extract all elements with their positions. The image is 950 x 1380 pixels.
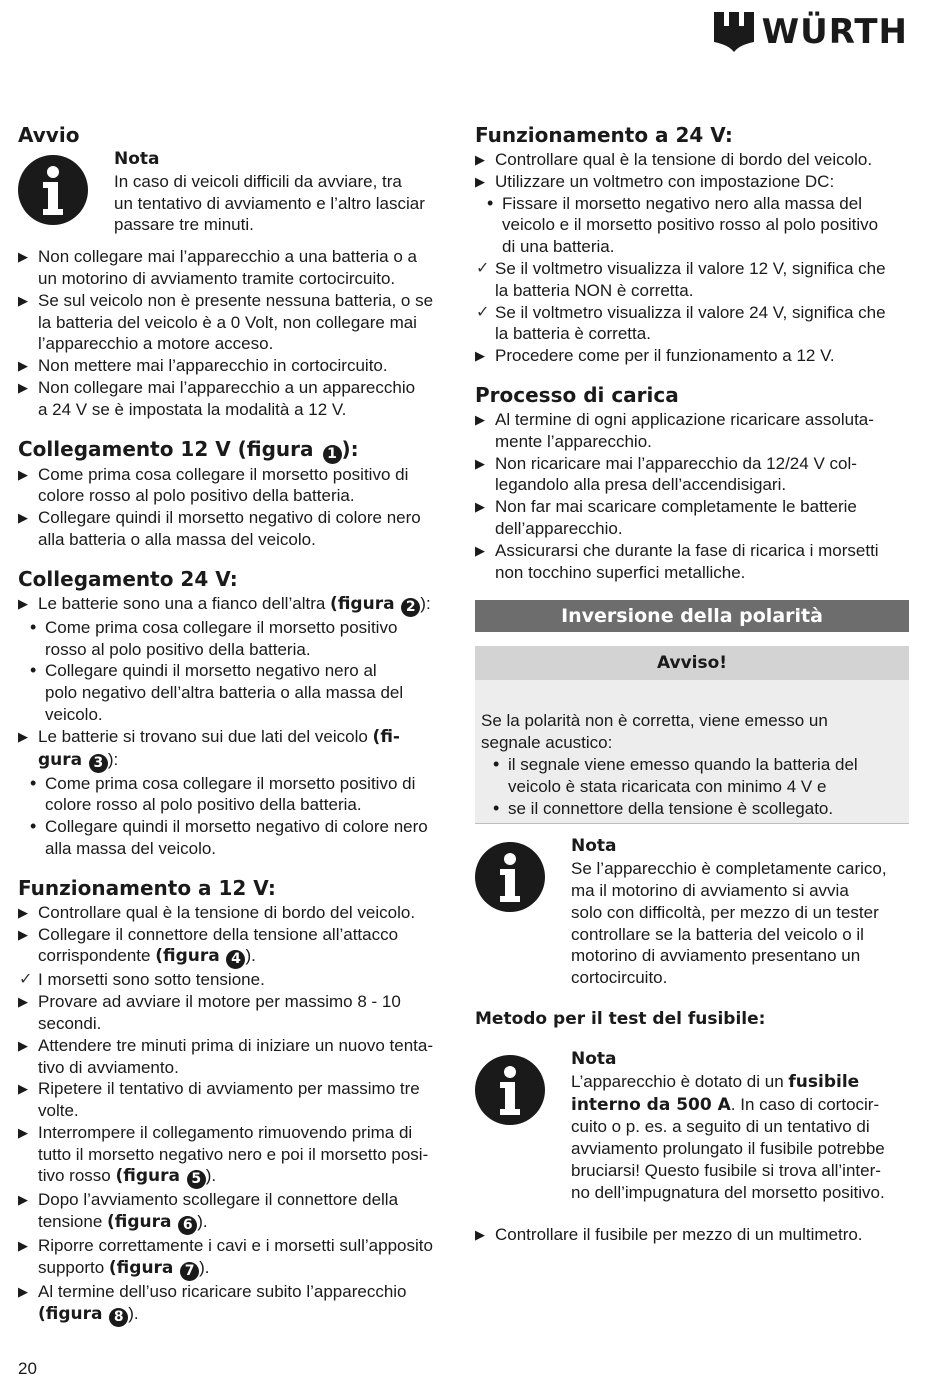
triangle-bullet-icon: ▶ — [475, 499, 485, 515]
figure-number-badge: 4 — [226, 950, 245, 969]
section-title-funzionamento-24v: Funzionamento a 24 V: — [475, 123, 733, 147]
list-item: ▶ Collegare il connettore della tensione all’attacco corrispondente (figura 4 ). — [18, 924, 399, 968]
triangle-bullet-icon: ▶ — [18, 1081, 28, 1097]
brand-name: WÜRTH — [761, 12, 908, 52]
list-item: ▶ Le batterie si trovano sui due lati del veicolo (fi- gura 3 ): — [18, 726, 400, 771]
triangle-bullet-icon: ▶ — [18, 249, 28, 265]
note-line: In caso di veicoli difficili da avviare, tra — [114, 171, 402, 191]
list-item: ▶ Non collegare mai l’apparecchio a una batteria o a un motorino di avviamento tramite cortocircuito. — [18, 247, 417, 288]
sub-list-item: • Collegare quindi il morsetto negativo di colore nero alla massa del veicolo. — [30, 816, 428, 858]
avvio-list — [18, 246, 456, 420]
note-title: Nota — [571, 1048, 617, 1069]
note-line: Se l’apparecchio è completamente carico, — [571, 859, 887, 879]
info-icon — [475, 1055, 545, 1125]
sub-list-item: • il segnale viene emesso quando la batteria del veicolo è stata ricaricata con minimo 4 V e — [493, 753, 858, 796]
triangle-bullet-icon: ▶ — [475, 173, 485, 189]
figure-number-badge: 1 — [323, 445, 342, 464]
checkmark-icon: ✓ — [476, 259, 490, 277]
note-icon-wrap — [18, 149, 114, 236]
section-title-funzionamento-12v: Funzionamento a 12 V: — [18, 875, 276, 900]
checkmark-icon: ✓ — [19, 971, 33, 989]
triangle-bullet-icon: ▶ — [475, 152, 485, 167]
bullet-dot-icon: • — [487, 192, 494, 213]
checkmark-icon: ✓ — [476, 303, 490, 321]
bullet-dot-icon: • — [493, 753, 500, 774]
note-line: ma il motorino di avviamento si avvia — [571, 880, 849, 900]
carica-list — [475, 409, 909, 583]
note-fusibile — [475, 1049, 909, 1204]
coll12-list — [18, 464, 456, 551]
coll24-list — [18, 593, 456, 860]
note-line: no dell’impugnatura del morsetto positivo. — [571, 1182, 885, 1202]
section-title-collegamento-12v: Collegamento 12 V (figura 1 ): — [18, 436, 359, 462]
warning-line: Se la polarità non è corretta, viene emesso un — [481, 711, 828, 731]
funz12-list — [18, 902, 456, 1327]
figure-number-badge: 3 — [89, 754, 108, 773]
right-column — [475, 121, 909, 1246]
list-item: ▶ Ripetere il tentativo di avviamento per massimo tre volte. — [18, 1079, 420, 1121]
figure-number-badge: 6 — [178, 1216, 197, 1235]
triangle-bullet-icon: ▶ — [18, 466, 28, 482]
note-line: passare tre minuti. — [114, 215, 254, 235]
triangle-bullet-icon: ▶ — [18, 1192, 28, 1208]
page-number: 20 — [18, 1359, 37, 1378]
note-body — [571, 1049, 885, 1204]
bullet-dot-icon: • — [30, 616, 37, 637]
triangle-bullet-icon: ▶ — [18, 510, 28, 526]
note-title: Nota — [114, 149, 160, 169]
note-body — [571, 836, 887, 989]
triangle-bullet-icon: ▶ — [18, 994, 28, 1010]
triangle-bullet-icon: ▶ — [475, 411, 485, 427]
bullet-dot-icon: • — [30, 816, 37, 837]
list-item: ▶ Riporre correttamente i cavi e i morsetti sull’apposito supporto (figura 7 ). — [18, 1236, 433, 1280]
warning-title: Avviso! — [475, 646, 909, 680]
figure-number-badge: 7 — [180, 1262, 199, 1281]
triangle-bullet-icon: ▶ — [475, 1227, 485, 1243]
left-column — [18, 121, 456, 1327]
list-item: ▶ Interrompere il collegamento rimuovendo prima di tutto il morsetto negativo nero e poi il morsetto posi- tivo rosso (figura 5 ). — [18, 1122, 429, 1188]
note-icon-wrap — [475, 836, 571, 989]
wurth-emblem-icon — [714, 12, 754, 52]
warning-list — [481, 754, 903, 819]
note-line: solo con difficoltà, per mezzo di un tester — [571, 902, 879, 922]
triangle-bullet-icon: ▶ — [18, 1124, 28, 1140]
sub-list-item: • Fissare il morsetto negativo nero alla massa del veicolo e il morsetto positivo rosso al polo positivo di una batteria. — [487, 192, 879, 257]
section-title-avvio: Avvio — [18, 123, 80, 147]
triangle-bullet-icon: ▶ — [475, 348, 485, 364]
sub-list-item: • Come prima cosa collegare il morsetto positivo di colore rosso al polo positivo della batteria. — [30, 772, 416, 815]
fusibile-list — [475, 1224, 909, 1246]
list-item: ▶ Al termine di ogni applicazione ricaricare assoluta- mente l’apparecchio. — [475, 409, 874, 451]
section-title-test-fusibile: Metodo per il test del fusibile: — [475, 1008, 766, 1029]
triangle-bullet-icon: ▶ — [18, 358, 28, 374]
triangle-bullet-icon: ▶ — [18, 292, 28, 308]
section-banner-polarita: Inversione della polarità — [475, 600, 909, 632]
list-item: ▶ Non collegare mai l’apparecchio a un apparecchio a 24 V se è impostata la modalità a 12 V. — [18, 377, 416, 419]
note-line: cuito o p. es. a seguito di un tentativo di — [571, 1117, 870, 1137]
list-item: ▶ Controllare qual è la tensione di bordo del veicolo. — [18, 902, 416, 922]
list-item: ✓ Se il voltmetro visualizza il valore 12 V, significa che la batteria NON è corretta. — [476, 258, 886, 300]
info-icon — [475, 842, 545, 912]
sub-list-item: • Collegare quindi il morsetto negativo nero al polo negativo dell’altra batteria o alla massa del veicolo. — [30, 660, 404, 724]
note-line: cortocircuito. — [571, 968, 668, 988]
note-icon-wrap — [475, 1049, 571, 1204]
wurth-logo — [714, 12, 908, 52]
list-item: ▶ Procedere come per il funzionamento a 12 V. — [475, 346, 835, 366]
note-line: avviamento prolungato il fusibile potrebbe — [571, 1139, 885, 1159]
bullet-dot-icon: • — [493, 797, 500, 818]
triangle-bullet-icon: ▶ — [475, 455, 485, 471]
triangle-bullet-icon: ▶ — [18, 1238, 28, 1254]
list-item: ▶ Non far mai scaricare completamente le batterie dell’apparecchio. — [475, 497, 857, 538]
note-line: controllare se la batteria del veicolo o il — [571, 924, 864, 944]
bullet-dot-icon: • — [30, 660, 37, 681]
list-item: ▶ Se sul veicolo non è presente nessuna batteria, o se la batteria del veicolo è a 0 Volt, non collegare mai l’apparecchio a motore acceso. — [18, 290, 434, 354]
note-avvio — [18, 149, 456, 236]
section-title-collegamento-24v: Collegamento 24 V: — [18, 566, 238, 591]
funz24-list — [475, 149, 909, 367]
triangle-bullet-icon: ▶ — [18, 379, 28, 395]
section-title-processo-carica: Processo di carica — [475, 382, 679, 407]
note-line: bruciarsi! Questo fusibile si trova all’inter- — [571, 1160, 881, 1180]
warning-box — [475, 680, 909, 824]
list-item: ▶ Non ricaricare mai l’apparecchio da 12/24 V col- legandolo alla presa dell’accendisigari. — [475, 453, 857, 495]
list-item: ▶ Come prima cosa collegare il morsetto positivo di colore rosso al polo positivo della batteria. — [18, 464, 409, 506]
triangle-bullet-icon: ▶ — [18, 926, 28, 942]
list-item: ▶ Attendere tre minuti prima di iniziare un nuovo tenta- tivo di avviamento. — [18, 1035, 433, 1077]
triangle-bullet-icon: ▶ — [475, 542, 485, 558]
list-item: ▶ Controllare il fusibile per mezzo di un multimetro. — [475, 1225, 863, 1245]
list-item: ▶ Provare ad avviare il motore per massimo 8 - 10 secondi. — [18, 992, 401, 1033]
list-item: ▶ Le batterie sono una a fianco dell’altra (figura 2 ): — [18, 593, 431, 615]
list-item: ▶ Utilizzare un voltmetro con impostazione DC: — [475, 171, 835, 191]
figure-number-badge: 8 — [109, 1308, 128, 1327]
note-line: interno da 500 A. In caso di cortocir- — [571, 1094, 880, 1115]
note-body — [114, 149, 425, 236]
triangle-bullet-icon: ▶ — [18, 728, 28, 744]
note-line: un tentativo di avviamento e l’altro lasciar — [114, 193, 425, 213]
list-item: ✓ I morsetti sono sotto tensione. — [19, 970, 265, 990]
note-line: motorino di avviamento presentano un — [571, 946, 861, 966]
warning-line: segnale acustico: — [481, 733, 613, 753]
list-item: ✓ Se il voltmetro visualizza il valore 24 V, significa che la batteria è corretta. — [476, 302, 886, 344]
list-item: ▶ Non mettere mai l’apparecchio in cortocircuito. — [18, 356, 388, 376]
list-item: ▶ Dopo l’avviamento scollegare il connettore della tensione (figura 6 ). — [18, 1190, 399, 1234]
triangle-bullet-icon: ▶ — [18, 904, 28, 920]
note-line: L’apparecchio è dotato di un fusibile — [571, 1071, 860, 1092]
list-item: ▶ Assicurarsi che durante la fase di ricarica i morsetti non tocchino superfici metalliche. — [475, 540, 879, 582]
figure-number-badge: 2 — [401, 598, 420, 617]
sub-list-item: • Come prima cosa collegare il morsetto positivo rosso al polo positivo della batteria. — [30, 616, 398, 659]
figure-number-badge: 5 — [187, 1170, 206, 1189]
info-icon — [18, 155, 88, 225]
list-item: ▶ Al termine dell’uso ricaricare subito l’apparecchio (figura 8 ). — [18, 1282, 407, 1325]
triangle-bullet-icon: ▶ — [18, 1284, 28, 1300]
list-item: ▶ Collegare quindi il morsetto negativo di colore nero alla batteria o alla massa del veicolo. — [18, 508, 421, 549]
note-carico — [475, 836, 909, 989]
triangle-bullet-icon: ▶ — [18, 1037, 28, 1053]
triangle-bullet-icon: ▶ — [18, 595, 28, 611]
list-item: ▶ Controllare qual è la tensione di bordo del veicolo. — [475, 150, 873, 169]
note-title: Nota — [571, 836, 617, 857]
bullet-dot-icon: • — [30, 772, 37, 793]
sub-list-item: • se il connettore della tensione è scollegato. — [493, 797, 834, 818]
